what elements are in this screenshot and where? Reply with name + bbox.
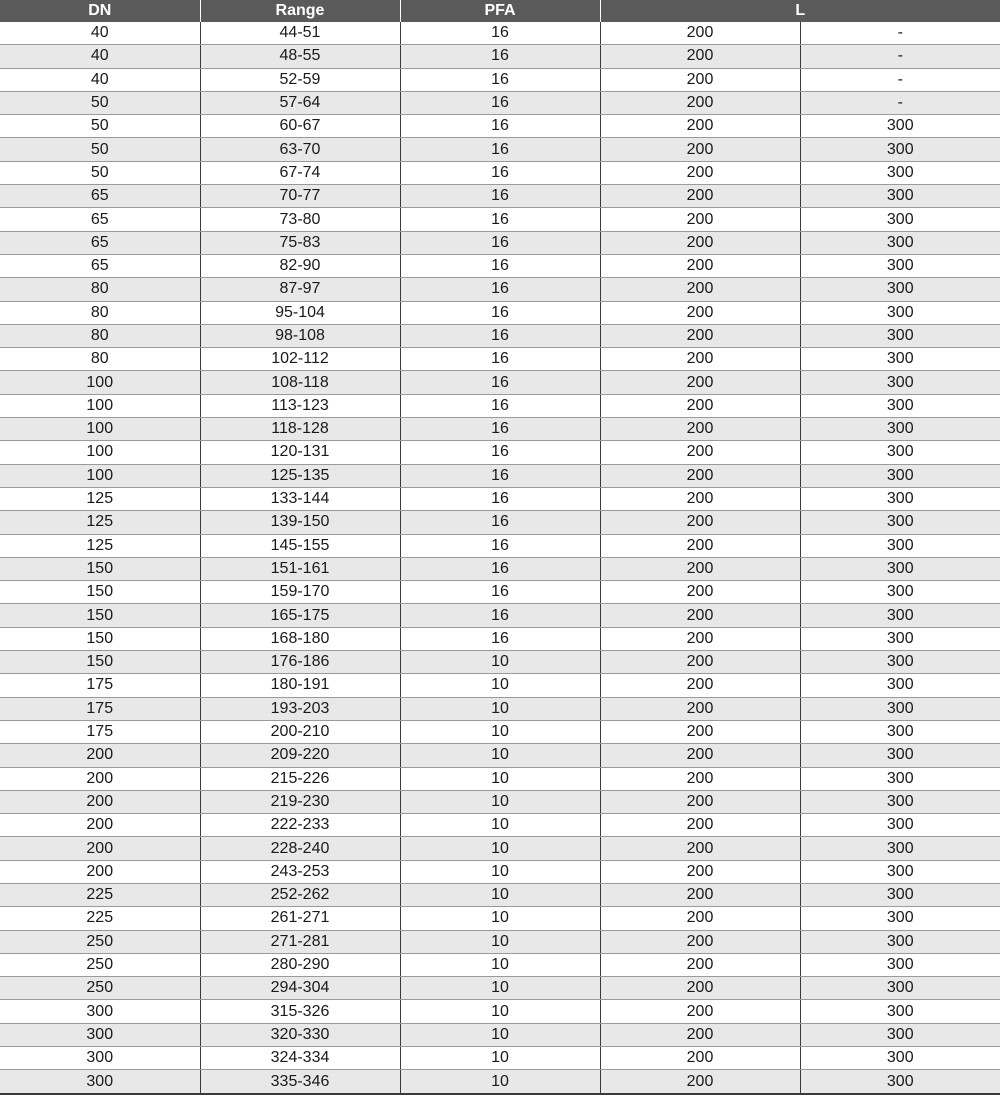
cell-range: 118-128 — [200, 418, 400, 441]
cell-dn: 150 — [0, 651, 200, 674]
table-row — [0, 627, 1000, 650]
cell-dn: 300 — [0, 1023, 200, 1046]
cell-pfa: 10 — [400, 651, 600, 674]
cell-l2: 300 — [800, 1023, 1000, 1046]
cell-pfa: 16 — [400, 301, 600, 324]
cell-pfa: 16 — [400, 161, 600, 184]
table-row — [0, 348, 1000, 371]
cell-l2: 300 — [800, 977, 1000, 1000]
cell-l1: 200 — [600, 720, 800, 743]
cell-dn: 80 — [0, 278, 200, 301]
table-header — [0, 0, 1000, 22]
cell-pfa: 10 — [400, 907, 600, 930]
cell-dn: 150 — [0, 557, 200, 580]
cell-pfa: 16 — [400, 371, 600, 394]
cell-dn: 100 — [0, 371, 200, 394]
cell-range: 139-150 — [200, 511, 400, 534]
table-row — [0, 185, 1000, 208]
cell-range: 176-186 — [200, 651, 400, 674]
cell-dn: 80 — [0, 301, 200, 324]
cell-l1: 200 — [600, 371, 800, 394]
cell-range: 219-230 — [200, 790, 400, 813]
cell-l1: 200 — [600, 1000, 800, 1023]
cell-range: 133-144 — [200, 487, 400, 510]
cell-pfa: 10 — [400, 674, 600, 697]
table-row — [0, 138, 1000, 161]
cell-range: 315-326 — [200, 1000, 400, 1023]
cell-range: 320-330 — [200, 1023, 400, 1046]
cell-pfa: 16 — [400, 45, 600, 68]
cell-l2: 300 — [800, 767, 1000, 790]
table-row — [0, 977, 1000, 1000]
cell-pfa: 10 — [400, 860, 600, 883]
cell-l1: 200 — [600, 418, 800, 441]
cell-pfa: 16 — [400, 231, 600, 254]
cell-l2: 300 — [800, 534, 1000, 557]
cell-pfa: 10 — [400, 790, 600, 813]
cell-l1: 200 — [600, 394, 800, 417]
cell-l2: 300 — [800, 627, 1000, 650]
cell-dn: 125 — [0, 534, 200, 557]
cell-l1: 200 — [600, 91, 800, 114]
table-row — [0, 697, 1000, 720]
cell-range: 280-290 — [200, 953, 400, 976]
cell-pfa: 16 — [400, 254, 600, 277]
cell-l1: 200 — [600, 487, 800, 510]
table-row — [0, 22, 1000, 45]
cell-l2: 300 — [800, 394, 1000, 417]
cell-range: 57-64 — [200, 91, 400, 114]
cell-pfa: 10 — [400, 814, 600, 837]
table-row — [0, 1047, 1000, 1070]
table-row — [0, 394, 1000, 417]
table-row — [0, 68, 1000, 91]
cell-l1: 200 — [600, 511, 800, 534]
cell-l1: 200 — [600, 138, 800, 161]
cell-dn: 80 — [0, 324, 200, 347]
cell-range: 180-191 — [200, 674, 400, 697]
cell-pfa: 10 — [400, 1070, 600, 1094]
cell-l2: 300 — [800, 814, 1000, 837]
cell-l1: 200 — [600, 697, 800, 720]
cell-dn: 65 — [0, 254, 200, 277]
table-row — [0, 511, 1000, 534]
cell-range: 44-51 — [200, 22, 400, 45]
cell-range: 52-59 — [200, 68, 400, 91]
table-body — [0, 22, 1000, 1094]
table-row — [0, 464, 1000, 487]
cell-range: 102-112 — [200, 348, 400, 371]
cell-pfa: 16 — [400, 394, 600, 417]
table-row — [0, 441, 1000, 464]
cell-l2: 300 — [800, 837, 1000, 860]
cell-l2: 300 — [800, 185, 1000, 208]
cell-l1: 200 — [600, 1023, 800, 1046]
cell-range: 324-334 — [200, 1047, 400, 1070]
cell-dn: 65 — [0, 231, 200, 254]
table-row — [0, 604, 1000, 627]
header-pfa: PFA — [400, 0, 600, 22]
cell-l2: 300 — [800, 720, 1000, 743]
cell-range: 228-240 — [200, 837, 400, 860]
cell-range: 108-118 — [200, 371, 400, 394]
table-row — [0, 324, 1000, 347]
cell-pfa: 16 — [400, 138, 600, 161]
cell-l2: 300 — [800, 278, 1000, 301]
table-row — [0, 883, 1000, 906]
cell-l1: 200 — [600, 790, 800, 813]
cell-dn: 250 — [0, 953, 200, 976]
cell-range: 145-155 — [200, 534, 400, 557]
cell-range: 165-175 — [200, 604, 400, 627]
cell-range: 70-77 — [200, 185, 400, 208]
cell-pfa: 16 — [400, 115, 600, 138]
cell-l2: 300 — [800, 651, 1000, 674]
table-row — [0, 581, 1000, 604]
table-row — [0, 208, 1000, 231]
cell-dn: 200 — [0, 790, 200, 813]
cell-range: 252-262 — [200, 883, 400, 906]
cell-l1: 200 — [600, 45, 800, 68]
cell-l2: 300 — [800, 1070, 1000, 1094]
cell-pfa: 16 — [400, 534, 600, 557]
cell-l2: 300 — [800, 254, 1000, 277]
table-row — [0, 930, 1000, 953]
cell-l2: 300 — [800, 674, 1000, 697]
cell-l2: 300 — [800, 301, 1000, 324]
table-row — [0, 45, 1000, 68]
cell-dn: 100 — [0, 394, 200, 417]
cell-pfa: 10 — [400, 1000, 600, 1023]
cell-pfa: 16 — [400, 185, 600, 208]
cell-l1: 200 — [600, 837, 800, 860]
cell-l1: 200 — [600, 464, 800, 487]
cell-range: 48-55 — [200, 45, 400, 68]
cell-pfa: 16 — [400, 208, 600, 231]
table-row — [0, 837, 1000, 860]
cell-l2: 300 — [800, 697, 1000, 720]
cell-range: 120-131 — [200, 441, 400, 464]
cell-dn: 225 — [0, 907, 200, 930]
cell-l1: 200 — [600, 1047, 800, 1070]
cell-range: 200-210 — [200, 720, 400, 743]
cell-pfa: 10 — [400, 1047, 600, 1070]
table-row — [0, 767, 1000, 790]
cell-l1: 200 — [600, 441, 800, 464]
table-row — [0, 557, 1000, 580]
cell-l2: 300 — [800, 371, 1000, 394]
cell-dn: 50 — [0, 91, 200, 114]
cell-dn: 150 — [0, 581, 200, 604]
cell-range: 209-220 — [200, 744, 400, 767]
cell-range: 75-83 — [200, 231, 400, 254]
cell-range: 151-161 — [200, 557, 400, 580]
cell-range: 113-123 — [200, 394, 400, 417]
cell-l2: 300 — [800, 557, 1000, 580]
cell-dn: 250 — [0, 977, 200, 1000]
cell-l1: 200 — [600, 627, 800, 650]
table-row — [0, 790, 1000, 813]
cell-l2: 300 — [800, 208, 1000, 231]
header-row — [0, 0, 1000, 22]
cell-l1: 200 — [600, 115, 800, 138]
cell-pfa: 16 — [400, 581, 600, 604]
cell-dn: 125 — [0, 511, 200, 534]
cell-pfa: 10 — [400, 977, 600, 1000]
cell-dn: 150 — [0, 604, 200, 627]
cell-l2: 300 — [800, 953, 1000, 976]
cell-range: 215-226 — [200, 767, 400, 790]
cell-range: 87-97 — [200, 278, 400, 301]
cell-range: 261-271 — [200, 907, 400, 930]
cell-l2: 300 — [800, 744, 1000, 767]
cell-l2: 300 — [800, 1047, 1000, 1070]
cell-dn: 200 — [0, 860, 200, 883]
cell-pfa: 10 — [400, 1023, 600, 1046]
cell-pfa: 16 — [400, 487, 600, 510]
cell-l2: 300 — [800, 930, 1000, 953]
cell-pfa: 16 — [400, 68, 600, 91]
table-row — [0, 254, 1000, 277]
cell-pfa: 16 — [400, 604, 600, 627]
cell-pfa: 16 — [400, 348, 600, 371]
table-row — [0, 744, 1000, 767]
cell-l2: 300 — [800, 138, 1000, 161]
cell-l2: 300 — [800, 604, 1000, 627]
cell-range: 98-108 — [200, 324, 400, 347]
cell-l1: 200 — [600, 674, 800, 697]
cell-pfa: 16 — [400, 557, 600, 580]
table-row — [0, 278, 1000, 301]
cell-dn: 40 — [0, 45, 200, 68]
cell-pfa: 16 — [400, 278, 600, 301]
cell-l1: 200 — [600, 557, 800, 580]
cell-l1: 200 — [600, 185, 800, 208]
cell-dn: 100 — [0, 418, 200, 441]
cell-l2: - — [800, 45, 1000, 68]
cell-l1: 200 — [600, 953, 800, 976]
table-row — [0, 115, 1000, 138]
table-row — [0, 1000, 1000, 1023]
cell-pfa: 10 — [400, 930, 600, 953]
cell-dn: 175 — [0, 674, 200, 697]
cell-dn: 175 — [0, 697, 200, 720]
cell-dn: 125 — [0, 487, 200, 510]
cell-dn: 40 — [0, 68, 200, 91]
cell-dn: 200 — [0, 814, 200, 837]
cell-l2: 300 — [800, 790, 1000, 813]
table-row — [0, 814, 1000, 837]
cell-dn: 200 — [0, 767, 200, 790]
cell-pfa: 16 — [400, 464, 600, 487]
cell-l2: - — [800, 91, 1000, 114]
cell-l1: 200 — [600, 651, 800, 674]
cell-range: 159-170 — [200, 581, 400, 604]
cell-pfa: 16 — [400, 418, 600, 441]
cell-dn: 300 — [0, 1047, 200, 1070]
cell-pfa: 16 — [400, 91, 600, 114]
cell-l2: 300 — [800, 418, 1000, 441]
cell-dn: 80 — [0, 348, 200, 371]
cell-range: 95-104 — [200, 301, 400, 324]
table-row — [0, 1023, 1000, 1046]
cell-pfa: 16 — [400, 511, 600, 534]
cell-dn: 150 — [0, 627, 200, 650]
table-row — [0, 651, 1000, 674]
cell-pfa: 10 — [400, 837, 600, 860]
cell-dn: 65 — [0, 208, 200, 231]
cell-l2: - — [800, 68, 1000, 91]
cell-l1: 200 — [600, 324, 800, 347]
cell-l2: 300 — [800, 487, 1000, 510]
table-row — [0, 953, 1000, 976]
header-range: Range — [200, 0, 400, 22]
cell-l2: 300 — [800, 860, 1000, 883]
header-dn: DN — [0, 0, 200, 22]
cell-l1: 200 — [600, 208, 800, 231]
cell-dn: 50 — [0, 115, 200, 138]
table-row — [0, 91, 1000, 114]
cell-l2: 300 — [800, 464, 1000, 487]
cell-l2: 300 — [800, 581, 1000, 604]
cell-range: 82-90 — [200, 254, 400, 277]
cell-l1: 200 — [600, 534, 800, 557]
cell-l1: 200 — [600, 907, 800, 930]
cell-range: 73-80 — [200, 208, 400, 231]
table-row — [0, 487, 1000, 510]
cell-l2: 300 — [800, 441, 1000, 464]
cell-pfa: 10 — [400, 720, 600, 743]
table-row — [0, 860, 1000, 883]
cell-dn: 50 — [0, 138, 200, 161]
cell-dn: 300 — [0, 1070, 200, 1094]
cell-range: 222-233 — [200, 814, 400, 837]
table-row — [0, 674, 1000, 697]
cell-dn: 50 — [0, 161, 200, 184]
cell-l1: 200 — [600, 814, 800, 837]
cell-l1: 200 — [600, 604, 800, 627]
table-row — [0, 1070, 1000, 1094]
cell-dn: 100 — [0, 441, 200, 464]
cell-dn: 40 — [0, 22, 200, 45]
table-row — [0, 418, 1000, 441]
cell-l2: 300 — [800, 883, 1000, 906]
cell-l2: 300 — [800, 231, 1000, 254]
cell-range: 60-67 — [200, 115, 400, 138]
cell-l1: 200 — [600, 1070, 800, 1094]
cell-l2: 300 — [800, 1000, 1000, 1023]
cell-pfa: 16 — [400, 22, 600, 45]
cell-l1: 200 — [600, 581, 800, 604]
cell-l2: 300 — [800, 115, 1000, 138]
cell-dn: 225 — [0, 883, 200, 906]
table-row — [0, 161, 1000, 184]
cell-l1: 200 — [600, 860, 800, 883]
cell-range: 67-74 — [200, 161, 400, 184]
cell-pfa: 16 — [400, 324, 600, 347]
cell-range: 125-135 — [200, 464, 400, 487]
table-row — [0, 534, 1000, 557]
cell-l1: 200 — [600, 744, 800, 767]
cell-l2: 300 — [800, 161, 1000, 184]
cell-pfa: 10 — [400, 883, 600, 906]
cell-dn: 65 — [0, 185, 200, 208]
cell-range: 63-70 — [200, 138, 400, 161]
cell-l1: 200 — [600, 883, 800, 906]
header-l: L — [600, 0, 1000, 22]
cell-l2: - — [800, 22, 1000, 45]
cell-pfa: 10 — [400, 697, 600, 720]
cell-dn: 300 — [0, 1000, 200, 1023]
cell-l2: 300 — [800, 324, 1000, 347]
cell-l2: 300 — [800, 348, 1000, 371]
cell-l1: 200 — [600, 348, 800, 371]
cell-l1: 200 — [600, 767, 800, 790]
cell-l1: 200 — [600, 930, 800, 953]
table-row — [0, 907, 1000, 930]
cell-l1: 200 — [600, 22, 800, 45]
cell-pfa: 10 — [400, 744, 600, 767]
cell-l2: 300 — [800, 511, 1000, 534]
table-row — [0, 371, 1000, 394]
cell-pfa: 10 — [400, 767, 600, 790]
cell-range: 243-253 — [200, 860, 400, 883]
table-row — [0, 301, 1000, 324]
cell-pfa: 16 — [400, 441, 600, 464]
cell-l1: 200 — [600, 161, 800, 184]
cell-l1: 200 — [600, 278, 800, 301]
cell-l1: 200 — [600, 231, 800, 254]
cell-l1: 200 — [600, 977, 800, 1000]
cell-pfa: 10 — [400, 953, 600, 976]
cell-l1: 200 — [600, 301, 800, 324]
cell-range: 168-180 — [200, 627, 400, 650]
table-row — [0, 720, 1000, 743]
cell-l2: 300 — [800, 907, 1000, 930]
cell-range: 193-203 — [200, 697, 400, 720]
cell-dn: 200 — [0, 837, 200, 860]
cell-range: 294-304 — [200, 977, 400, 1000]
cell-dn: 100 — [0, 464, 200, 487]
cell-range: 335-346 — [200, 1070, 400, 1094]
cell-dn: 250 — [0, 930, 200, 953]
cell-dn: 200 — [0, 744, 200, 767]
cell-pfa: 16 — [400, 627, 600, 650]
cell-l1: 200 — [600, 68, 800, 91]
cell-l1: 200 — [600, 254, 800, 277]
cell-dn: 175 — [0, 720, 200, 743]
table-row — [0, 231, 1000, 254]
cell-range: 271-281 — [200, 930, 400, 953]
